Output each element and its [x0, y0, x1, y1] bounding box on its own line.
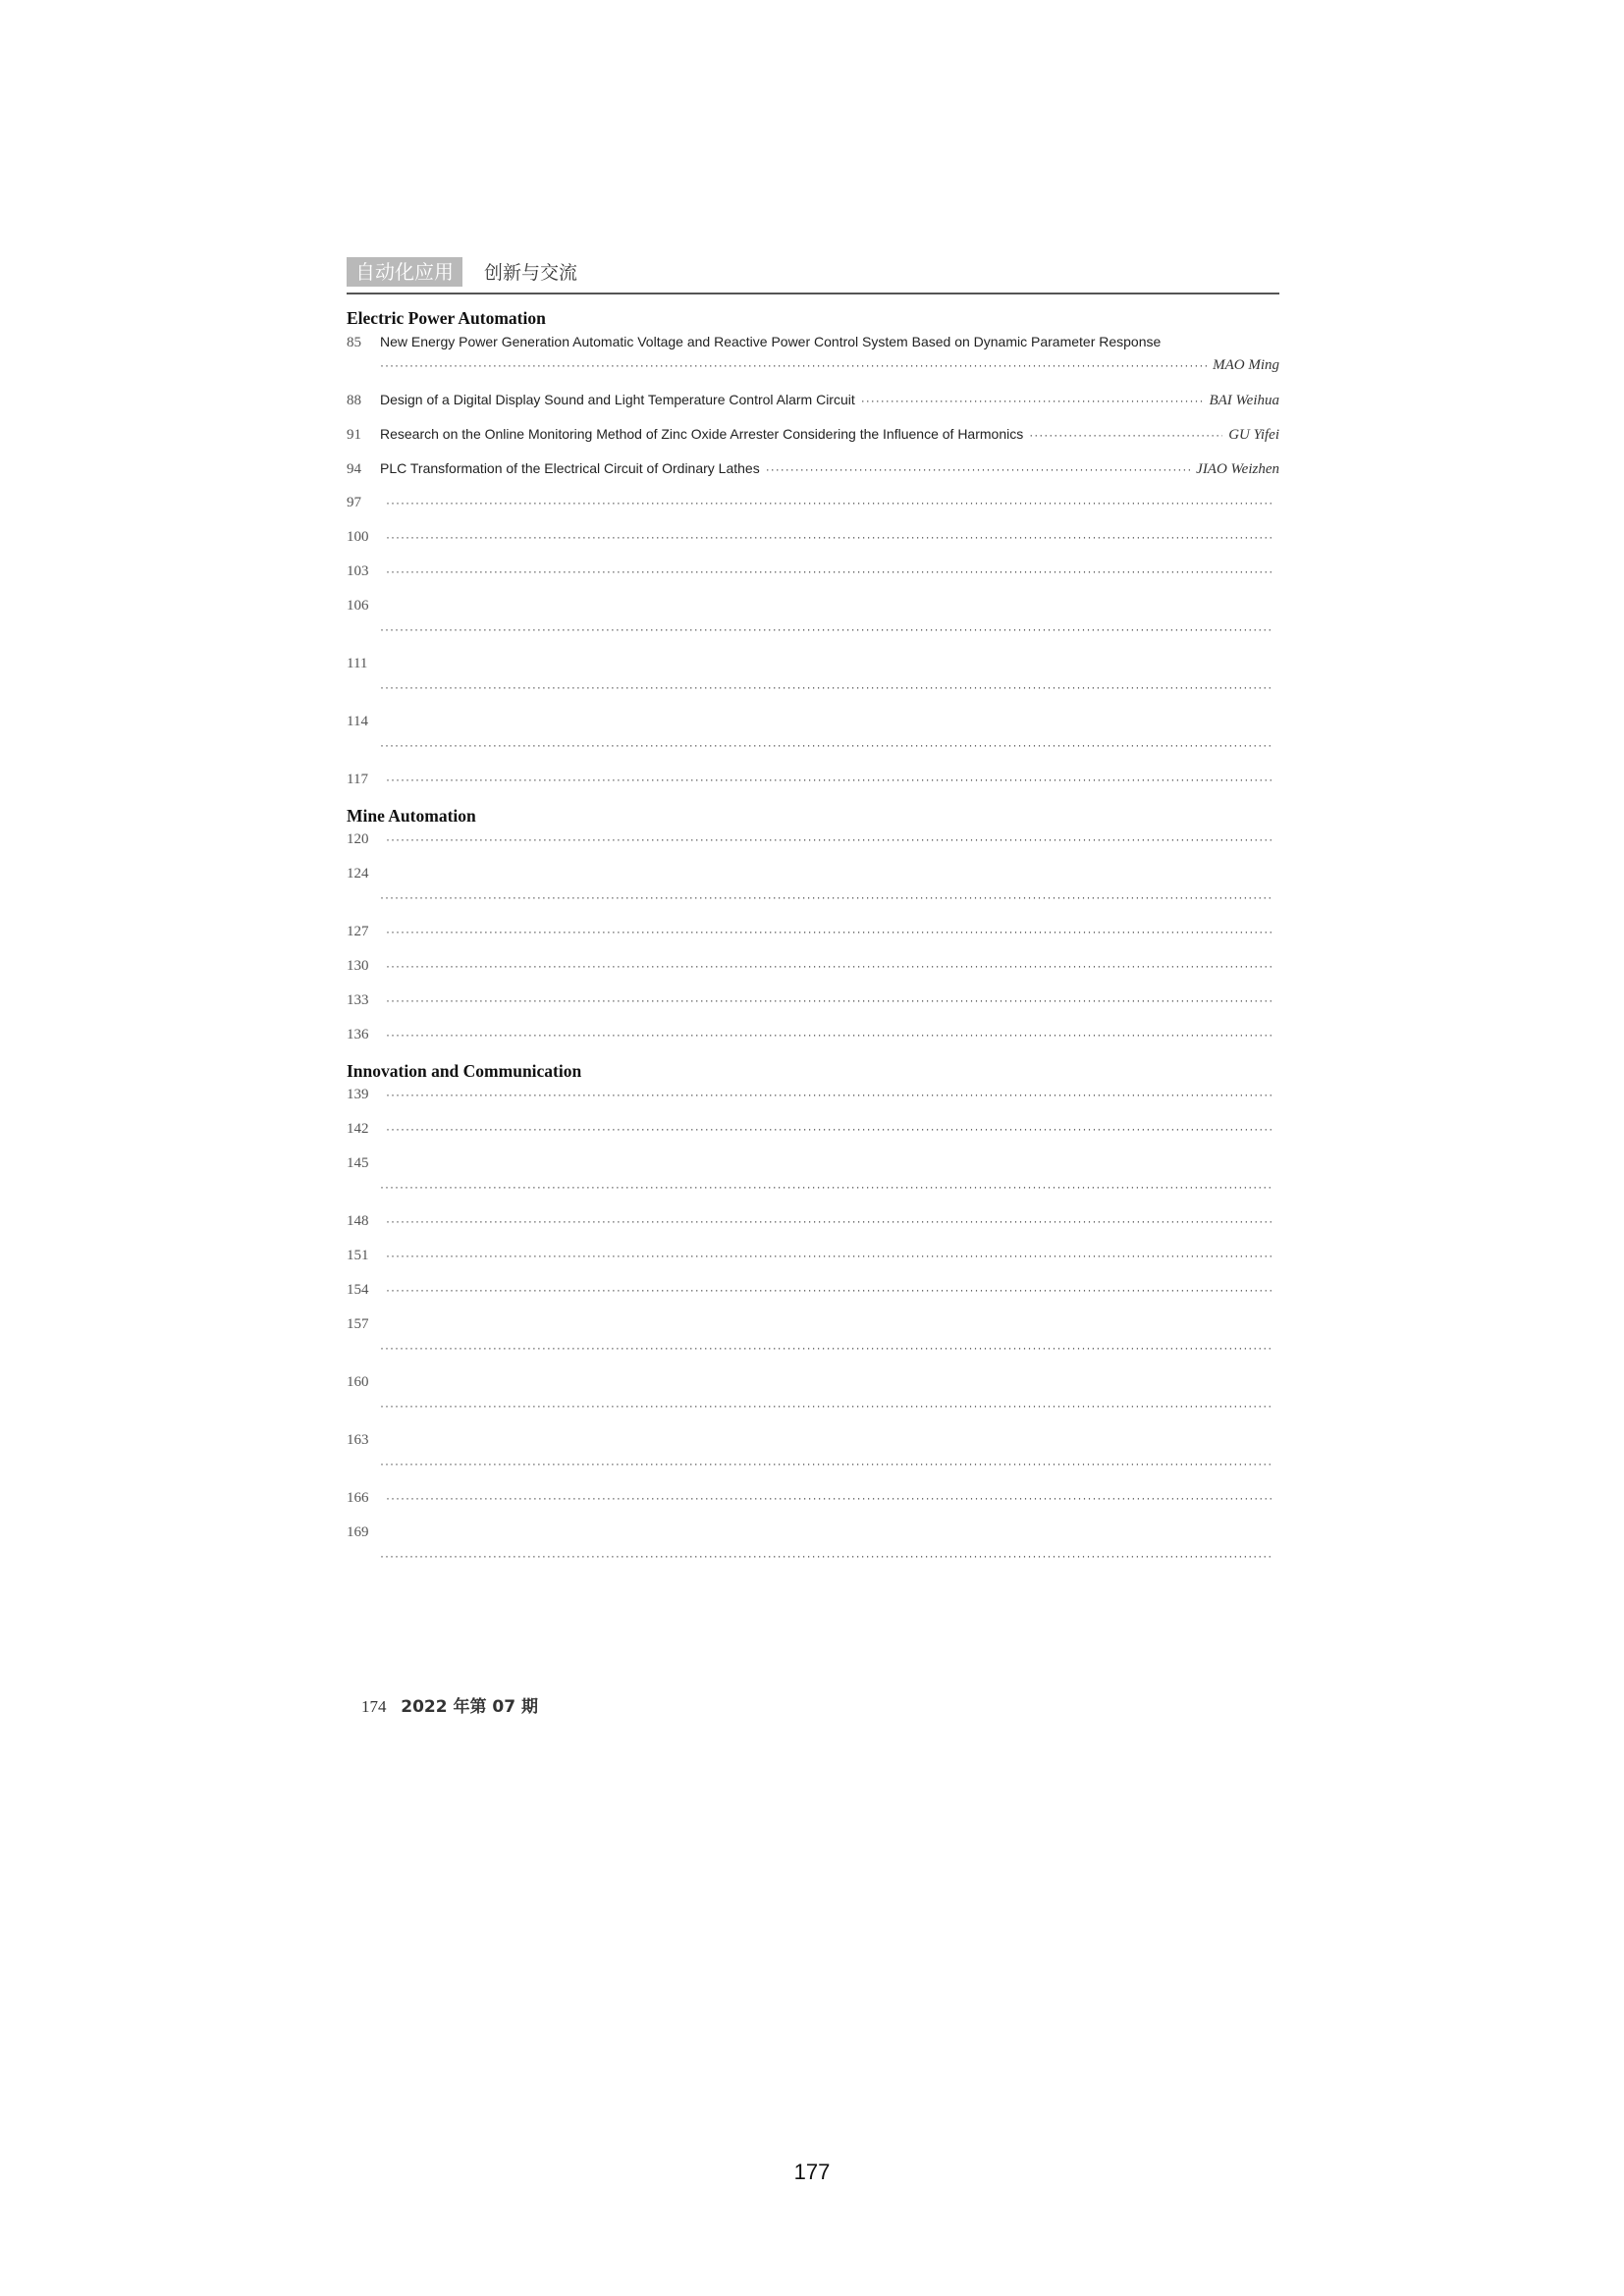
dot-leader: [386, 954, 1273, 978]
entry-page: 88: [347, 393, 361, 408]
dot-leader: [386, 491, 1273, 514]
toc-entry[interactable]: [347, 652, 1279, 710]
entry-page: 157: [347, 1316, 369, 1332]
entry-page: 133: [347, 992, 369, 1008]
entry-page: 148: [347, 1213, 369, 1229]
entry-page: 94: [347, 461, 361, 477]
dot-leader: [380, 885, 1273, 909]
dot-leader: [386, 1278, 1273, 1302]
toc-entry[interactable]: [347, 1278, 1279, 1312]
dot-leader: [386, 1486, 1273, 1510]
entry-page: 127: [347, 924, 369, 939]
toc-entry[interactable]: [347, 525, 1279, 560]
entry-title: Research on the Online Monitoring Method of Zinc Oxide Arrester Considering the Influence of Harmonics: [380, 426, 1024, 442]
dot-leader: [386, 988, 1273, 1012]
column-title: 创新与交流: [484, 262, 578, 284]
entry-page: 97: [347, 495, 361, 510]
entry-page: 145: [347, 1155, 369, 1171]
entry-title: Design of a Digital Display Sound and Light Temperature Control Alarm Circuit: [380, 392, 855, 407]
section-heading: Innovation and Communication: [347, 1061, 582, 1081]
column-tag: 自动化应用: [347, 257, 462, 287]
section-heading: Electric Power Automation: [347, 308, 546, 328]
toc-entry[interactable]: [347, 1117, 1279, 1151]
dot-leader: [386, 1244, 1273, 1267]
entry-page: 166: [347, 1490, 369, 1506]
entry-page: 111: [347, 656, 368, 671]
entry-page: 139: [347, 1087, 369, 1102]
toc-entry[interactable]: [347, 456, 1279, 491]
dot-leader: [1029, 423, 1222, 447]
toc-entry[interactable]: [347, 422, 1279, 456]
entry-page: 163: [347, 1432, 369, 1448]
dot-leader: [386, 920, 1273, 943]
toc-entry[interactable]: [347, 1428, 1279, 1486]
entry-authors: JIAO Weizhen: [1196, 461, 1279, 477]
toc-entry[interactable]: [347, 1023, 1279, 1057]
toc-entry[interactable]: [347, 954, 1279, 988]
section-heading: Mine Automation: [347, 806, 476, 826]
footer-page-number: 174: [361, 1697, 387, 1716]
entry-page: 117: [347, 772, 368, 787]
dot-leader: [380, 1175, 1273, 1199]
toc-entry[interactable]: [347, 1312, 1279, 1370]
toc-entry[interactable]: [347, 1209, 1279, 1244]
page-footer: [361, 1692, 538, 1717]
toc-entry[interactable]: [347, 710, 1279, 768]
dot-leader: [380, 675, 1273, 699]
section-mine-automation: [347, 804, 1279, 1057]
entry-authors: MAO Ming: [1213, 357, 1279, 373]
toc-entry[interactable]: [347, 1370, 1279, 1428]
toc-entry[interactable]: [347, 330, 1279, 388]
toc-entry[interactable]: [347, 828, 1279, 862]
toc-entry[interactable]: [347, 988, 1279, 1023]
toc-entry[interactable]: [347, 1244, 1279, 1278]
dot-leader: [380, 353, 1207, 377]
toc-entry[interactable]: [347, 1521, 1279, 1578]
entry-title: PLC Transformation of the Electrical Circuit of Ordinary Lathes: [380, 460, 760, 476]
table-of-contents: [347, 304, 1279, 1580]
dot-leader: [861, 389, 1204, 412]
dot-leader: [380, 1394, 1273, 1417]
section-electric-power-automation: [347, 306, 1279, 802]
entry-page: 100: [347, 529, 369, 545]
toc-entry[interactable]: [347, 768, 1279, 802]
entry-page: 151: [347, 1248, 369, 1263]
toc-entry[interactable]: [347, 1151, 1279, 1209]
toc-entry[interactable]: [347, 560, 1279, 594]
dot-leader: [386, 525, 1273, 549]
dot-leader: [380, 1336, 1273, 1360]
toc-entry[interactable]: [347, 491, 1279, 525]
scan-page-number: 177: [793, 2160, 831, 2184]
dot-leader: [386, 1117, 1273, 1141]
entry-page: 136: [347, 1027, 369, 1042]
entry-page: 130: [347, 958, 369, 974]
toc-entry[interactable]: [347, 1486, 1279, 1521]
toc-entry[interactable]: [347, 1083, 1279, 1117]
running-header: [347, 257, 1279, 294]
dot-leader: [386, 828, 1273, 851]
entry-authors: BAI Weihua: [1209, 393, 1279, 408]
dot-leader: [766, 457, 1190, 481]
entry-page: 120: [347, 831, 369, 847]
entry-page: 106: [347, 598, 369, 614]
dot-leader: [386, 560, 1273, 583]
entry-page: 91: [347, 427, 361, 443]
section-innovation-and-communication: [347, 1059, 1279, 1578]
dot-leader: [380, 1452, 1273, 1475]
entry-authors: GU Yifei: [1228, 427, 1279, 443]
dot-leader: [386, 1209, 1273, 1233]
entry-page: 142: [347, 1121, 369, 1137]
toc-entry[interactable]: [347, 594, 1279, 652]
toc-entry[interactable]: [347, 388, 1279, 422]
dot-leader: [386, 1083, 1273, 1106]
dot-leader: [380, 1544, 1273, 1568]
entry-page: 169: [347, 1524, 369, 1540]
dot-leader: [380, 617, 1273, 641]
entry-page: 160: [347, 1374, 369, 1390]
entry-page: 124: [347, 866, 369, 881]
entry-title: New Energy Power Generation Automatic Voltage and Reactive Power Control System Based on Dynamic Parameter Response: [380, 334, 1162, 349]
footer-issue: 2022 年第 07 期: [401, 1697, 538, 1717]
dot-leader: [386, 768, 1273, 791]
entry-page: 85: [347, 335, 361, 350]
dot-leader: [380, 733, 1273, 757]
entry-page: 103: [347, 563, 369, 579]
toc-entry[interactable]: [347, 920, 1279, 954]
entry-page: 114: [347, 714, 368, 729]
toc-entry[interactable]: [347, 862, 1279, 920]
dot-leader: [386, 1023, 1273, 1046]
entry-page: 154: [347, 1282, 369, 1298]
